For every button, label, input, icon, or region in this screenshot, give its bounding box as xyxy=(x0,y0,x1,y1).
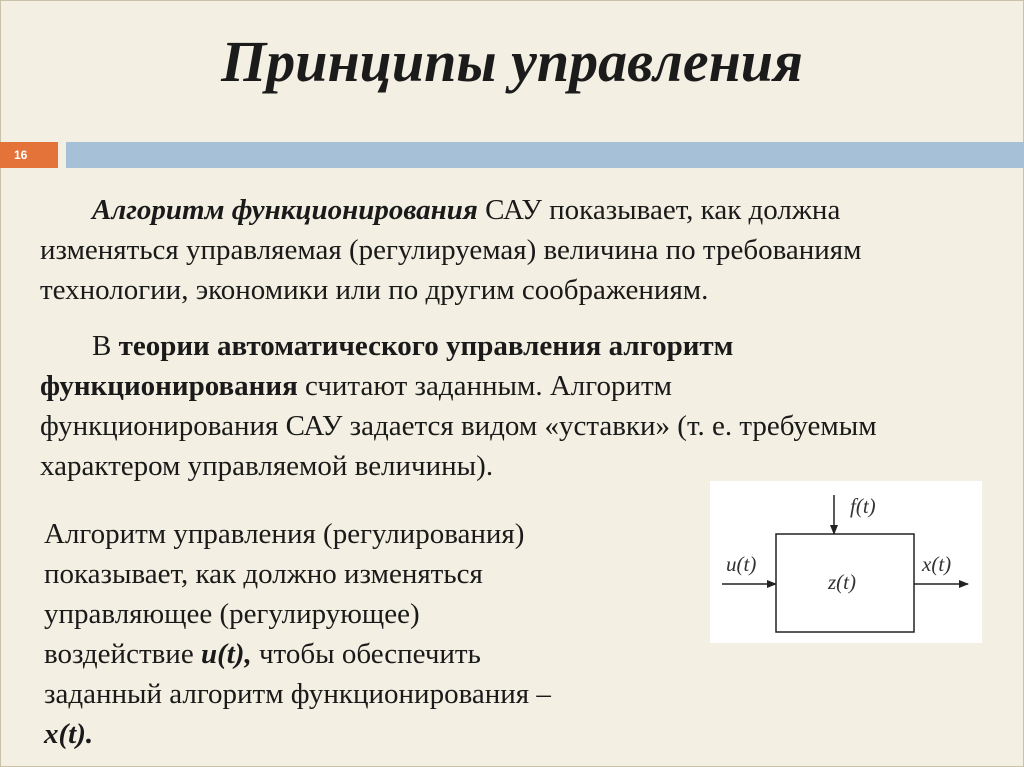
block-diagram-svg xyxy=(710,481,982,643)
p3-line4 xyxy=(44,634,674,674)
disturbance-label: f(t) xyxy=(850,494,876,518)
slide-title: Принципы управления xyxy=(221,29,803,94)
p1-line1 xyxy=(40,190,1024,230)
p3-line1: Алгоритм управления (регулирования) xyxy=(44,518,525,550)
block-diagram xyxy=(710,481,982,643)
p3-line5: заданный алгоритм функционирования – xyxy=(44,678,551,710)
p3-x-symbol: x(t). xyxy=(44,718,94,750)
p1-rest: САУ показывает, как должна xyxy=(477,194,841,226)
bar-gap xyxy=(58,142,66,168)
accent-bar xyxy=(66,142,1024,168)
slide-number: 16 xyxy=(0,142,58,168)
p3-line4-a: воздействие xyxy=(44,638,201,670)
header-bar xyxy=(0,142,1024,168)
p1-line3: технологии, экономики или по другим соображениям. xyxy=(40,274,709,306)
p2-rest: считают заданным. Алгоритм xyxy=(297,370,672,402)
p3-line2: показывает, как должно изменяться xyxy=(44,558,483,590)
paragraph-theory xyxy=(40,326,1024,486)
paragraph-control-algorithm xyxy=(44,514,674,754)
p1-line2: изменяться управляемая (регулируемая) величина по требованиям xyxy=(40,234,862,266)
p2-line1 xyxy=(40,326,1024,366)
p1-term: Алгоритм функционирования xyxy=(92,194,478,226)
p2-line3: функционирования САУ задается видом «уставки» (т. е. требуемым xyxy=(40,410,877,442)
p2-bold2: функционирования xyxy=(40,370,298,402)
p2-prefix: В xyxy=(92,330,119,362)
p3-u-symbol: u(t), xyxy=(200,638,252,670)
p2-line2 xyxy=(40,366,1024,406)
output-label: x(t) xyxy=(922,552,952,576)
p3-line4-b: чтобы обеспечить xyxy=(251,638,481,670)
p2-line4: характером управляемой величины). xyxy=(40,450,494,482)
paragraph-function-algorithm xyxy=(40,190,1024,310)
input-label: u(t) xyxy=(726,552,757,576)
p3-line3: управляющее (регулирующее) xyxy=(44,598,420,630)
p2-bold1: теории автоматического управления алгоритм xyxy=(118,330,734,362)
block-label: z(t) xyxy=(828,570,856,594)
